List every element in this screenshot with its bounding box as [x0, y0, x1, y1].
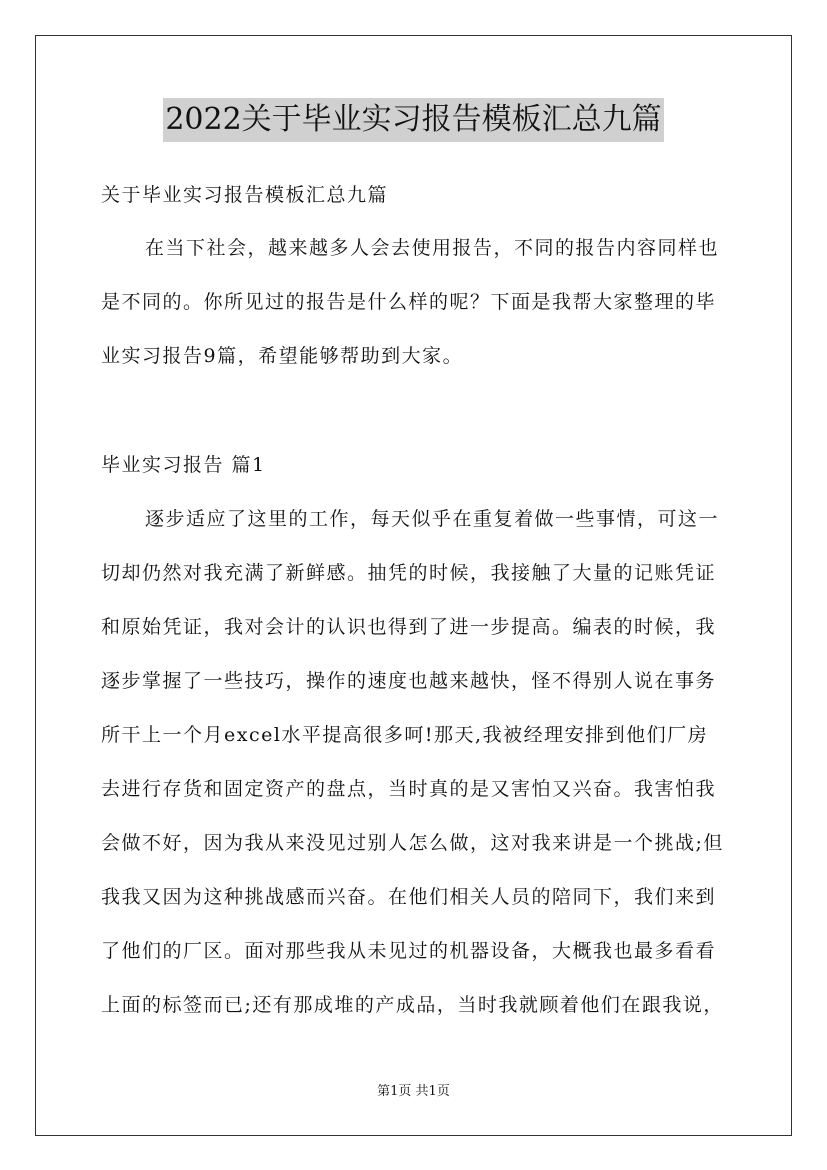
body-line: 和原始凭证，我对会计的认识也得到了进一步提高。编表的时候，我: [101, 616, 717, 638]
body-line: 逐步掌握了一些技巧，操作的速度也越来越快，怪不得别人说在事务: [101, 670, 717, 692]
body-line: 会做不好，因为我从来没见过别人怎么做，这对我来讲是一个挑战;但: [101, 832, 724, 854]
body-line: 所干上一个月excel水平提高很多呵!那天,我被经理安排到他们厂房: [101, 724, 709, 746]
intro-line: 是不同的。你所见过的报告是什么样的呢？下面是我帮大家整理的毕: [101, 291, 717, 313]
body-line: 去进行存货和固定资产的盘点，当时真的是又害怕又兴奋。我害怕我: [101, 778, 717, 800]
intro-line: 业实习报告9篇，希望能够帮助到大家。: [101, 345, 464, 367]
document-title: 2022关于毕业实习报告模板汇总九篇: [163, 98, 663, 142]
body-line: 上面的标签而已;还有那成堆的产成品，当时我就顾着他们在跟我说，: [101, 994, 724, 1016]
body-line: 切却仍然对我充满了新鲜感。抽凭的时候，我接触了大量的记账凭证: [101, 562, 717, 584]
page-footer: 第1页 共1页: [377, 1084, 450, 1099]
body-line: 我我又因为这种挑战感而兴奋。在他们相关人员的陪同下，我们来到: [101, 886, 717, 908]
body-line: 逐步适应了这里的工作，每天似乎在重复着做一些事情，可这一: [145, 508, 720, 530]
section-heading: 毕业实习报告 篇1: [101, 454, 266, 476]
intro-line: 在当下社会，越来越多人会去使用报告，不同的报告内容同样也: [145, 237, 720, 259]
document-subtitle: 关于毕业实习报告模板汇总九篇: [101, 184, 389, 206]
body-line: 了他们的厂区。面对那些我从未见过的机器设备，大概我也最多看看: [101, 940, 717, 962]
title-block: [0, 98, 827, 142]
